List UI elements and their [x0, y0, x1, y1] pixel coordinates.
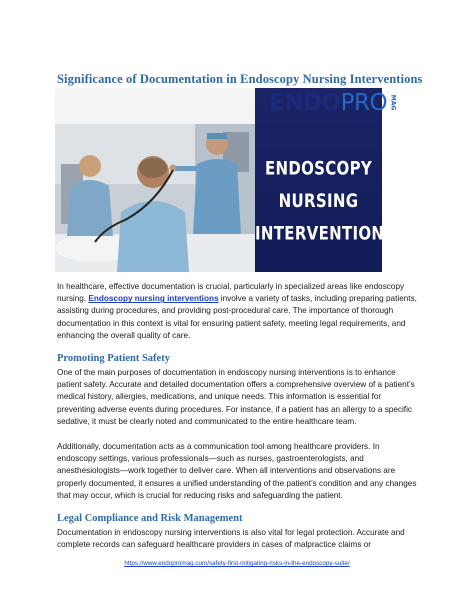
endopro-logo: [269, 90, 403, 120]
article-title: Significance of Documentation in Endoscopy Nursing Interventions: [57, 72, 423, 86]
intro-text-before: In healthcare, effective documentation is crucial, particularly in specialized areas like endoscopy nursing.: [57, 282, 405, 304]
logo-pro-text: PRO: [340, 90, 388, 116]
hero-heading-line-2: NURSING: [278, 189, 359, 212]
hero-heading-line-3: INTERVENTIONS: [255, 222, 396, 245]
intro-text-after: involve a variety of tasks, including preparing patients, assisting during procedures, and providing post-procedural care. The importance of thorough documentation in this context is vital for ensuring patient safety, meeting legal requirements, and enhancing the overall quality of care.: [57, 294, 417, 340]
logo-mag-text: MAG: [389, 94, 397, 111]
patient-safety-paragraph-2: Additionally, documentation acts as a communication tool among healthcare providers. In endoscopy settings, various professionals—such as nurses, gastroenterologists, and anesthesiologists—work together to deliver care. When all interventions and observations are properly documented, it ensures a unified understanding of the patient’s condition and any changes that may occur, which is crucial for reducing risks and safeguarding the patient.: [57, 442, 417, 500]
hero-site-url: endopromag.com: [277, 344, 360, 356]
patient-safety-paragraph-1: One of the main purposes of documentation in endoscopy nursing interventions is to enhance patient safety. Accurate and detailed documentation offers a comprehensive overview of a patient’s medical history, allergies, medications, and unique needs. This information is essential for preventing adverse events during procedures. For instance, if a patient has an allergy to a specific sedative, it must be clearly noted and communicated to the entire healthcare team.: [57, 368, 415, 426]
endoscopy-nursing-link[interactable]: Endoscopy nursing interventions: [88, 294, 219, 304]
footer-source-link[interactable]: https://www.endopromag.com/safety-first-mitigating-risks-in-the-endoscopy-suite/: [124, 560, 350, 567]
intro-paragraph: [57, 281, 419, 342]
section-heading-legal-compliance: Legal Compliance and Risk Management: [57, 513, 243, 524]
hero-heading-line-1: ENDOSCOPY: [264, 157, 373, 180]
legal-compliance-paragraph-1: Documentation in endoscopy nursing interventions is also vital for legal protection. Accurate and complete records can safeguard healthcare providers in cases of malpractice claims or: [57, 528, 405, 550]
logo-endo-text: ENDO: [269, 90, 341, 116]
hero-heading: [255, 152, 396, 250]
nurses-photo: [55, 124, 255, 272]
section-heading-patient-safety: Promoting Patient Safety: [57, 353, 170, 364]
